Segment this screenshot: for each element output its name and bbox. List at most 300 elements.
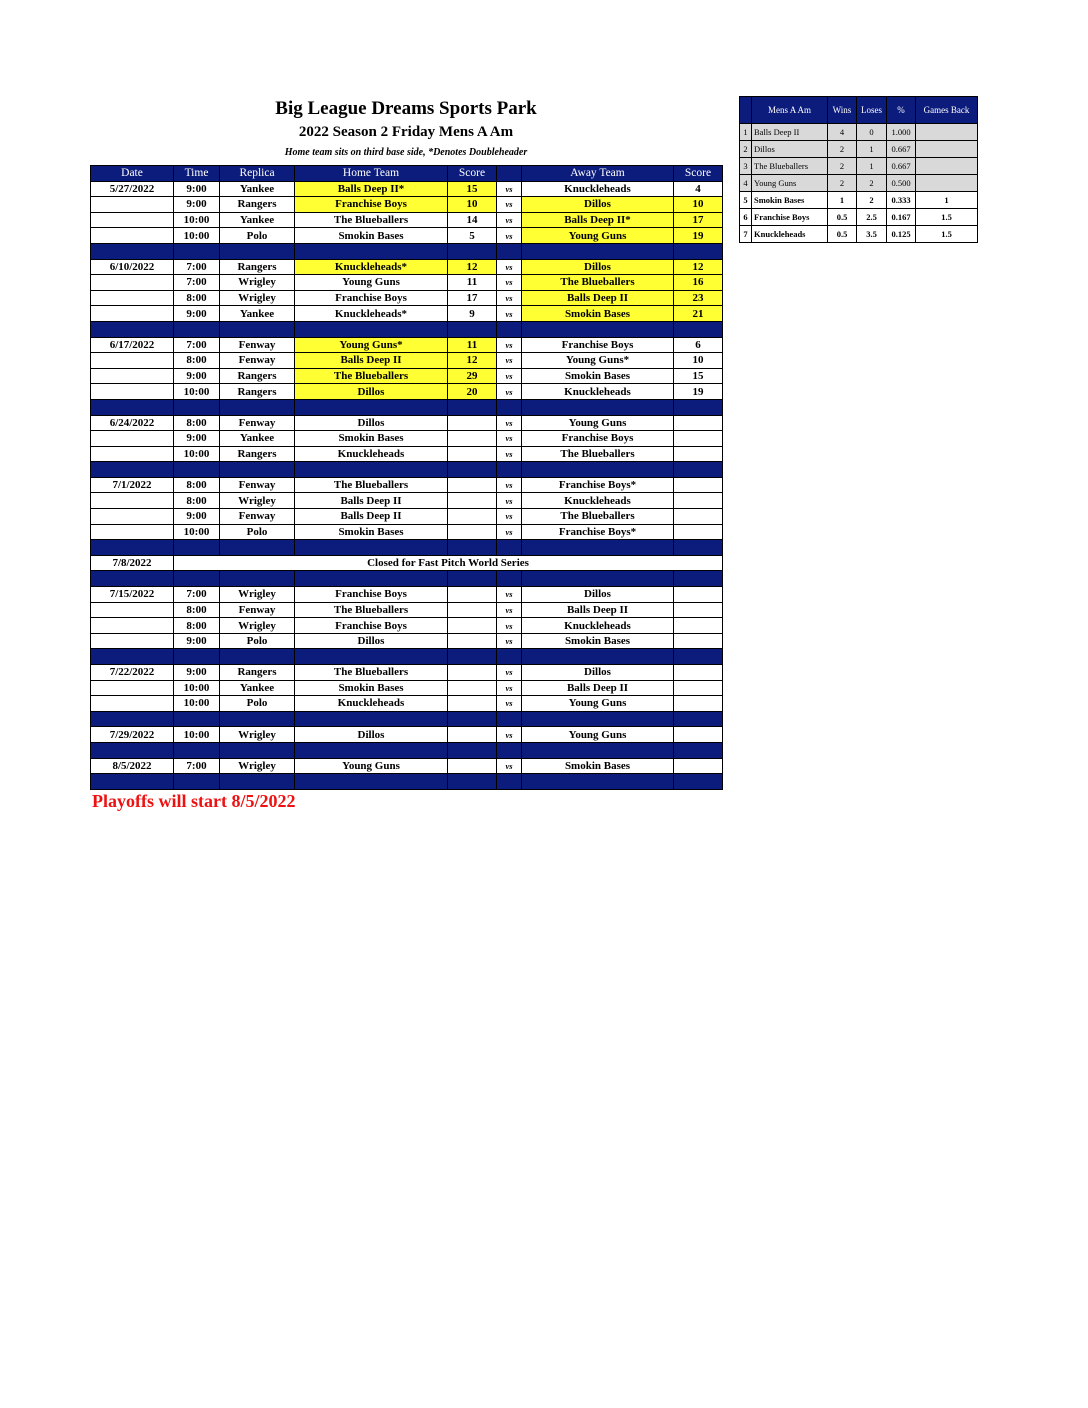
separator-row [91, 540, 723, 556]
separator-cell [174, 399, 220, 415]
vs-label: vs [497, 509, 522, 525]
away-team: Dillos [522, 587, 674, 603]
away-score [674, 446, 723, 462]
home-score [448, 618, 497, 634]
vs-label: vs [497, 290, 522, 306]
standings-pct: 1.000 [887, 124, 916, 141]
vs-label: vs [497, 524, 522, 540]
game-date [91, 446, 174, 462]
col-header-time: Time [174, 166, 220, 182]
col-header-date: Date [91, 166, 174, 182]
game-row [91, 680, 723, 696]
home-score: 11 [448, 337, 497, 353]
away-team: Franchise Boys* [522, 524, 674, 540]
separator-cell [174, 649, 220, 665]
home-score [448, 758, 497, 774]
away-team: Smokin Bases [522, 633, 674, 649]
game-time: 7:00 [174, 259, 220, 275]
standings-wins: 2 [828, 158, 857, 175]
separator-cell [91, 711, 174, 727]
home-score: 5 [448, 228, 497, 244]
standings-wins: 0.5 [828, 226, 857, 243]
separator-cell [674, 462, 723, 478]
game-row [91, 509, 723, 525]
away-team: Dillos [522, 665, 674, 681]
standings-team: The Blueballers [752, 158, 828, 175]
game-field: Wrigley [220, 587, 295, 603]
home-team: Knuckleheads* [295, 306, 448, 322]
home-team: Balls Deep II [295, 509, 448, 525]
standings-row [740, 124, 978, 141]
away-score [674, 727, 723, 743]
away-team: The Blueballers [522, 446, 674, 462]
home-score [448, 696, 497, 712]
game-time: 10:00 [174, 384, 220, 400]
standings-row [740, 175, 978, 192]
separator-cell [522, 649, 674, 665]
standings-loses: 2.5 [857, 209, 887, 226]
separator-cell [295, 540, 448, 556]
standings-loses: 2 [857, 175, 887, 192]
separator-cell [497, 321, 522, 337]
game-row [91, 212, 723, 228]
away-score: 19 [674, 228, 723, 244]
home-score: 11 [448, 275, 497, 291]
standings-games-back [916, 124, 978, 141]
game-date [91, 602, 174, 618]
home-score [448, 493, 497, 509]
standings-header-rank [740, 97, 752, 124]
separator-cell [448, 462, 497, 478]
game-time: 9:00 [174, 633, 220, 649]
vs-label: vs [497, 181, 522, 197]
game-field: Wrigley [220, 618, 295, 634]
game-date [91, 633, 174, 649]
away-score [674, 477, 723, 493]
standings-header-wins: Wins [828, 97, 857, 124]
game-time: 9:00 [174, 306, 220, 322]
game-field: Wrigley [220, 290, 295, 306]
game-date: 8/5/2022 [91, 758, 174, 774]
game-time: 8:00 [174, 477, 220, 493]
separator-cell [522, 399, 674, 415]
away-team: Young Guns* [522, 353, 674, 369]
game-date [91, 306, 174, 322]
game-date [91, 353, 174, 369]
separator-cell [91, 649, 174, 665]
game-row [91, 337, 723, 353]
game-field: Rangers [220, 197, 295, 213]
game-row [91, 633, 723, 649]
home-team: Young Guns [295, 275, 448, 291]
closed-notice: Closed for Fast Pitch World Series [174, 555, 723, 571]
away-team: Franchise Boys* [522, 477, 674, 493]
game-field: Rangers [220, 259, 295, 275]
game-field: Wrigley [220, 493, 295, 509]
game-field: Rangers [220, 368, 295, 384]
separator-row [91, 711, 723, 727]
away-score: 12 [674, 259, 723, 275]
game-time: 10:00 [174, 228, 220, 244]
game-time: 8:00 [174, 290, 220, 306]
vs-label: vs [497, 415, 522, 431]
separator-cell [174, 711, 220, 727]
vs-label: vs [497, 602, 522, 618]
game-field: Yankee [220, 212, 295, 228]
standings-games-back: 1 [916, 192, 978, 209]
home-team: Knuckleheads* [295, 259, 448, 275]
game-time: 9:00 [174, 181, 220, 197]
separator-cell [497, 742, 522, 758]
away-team: The Blueballers [522, 275, 674, 291]
game-date: 6/17/2022 [91, 337, 174, 353]
standings-rank: 6 [740, 209, 752, 226]
game-field: Rangers [220, 384, 295, 400]
home-team: Balls Deep II* [295, 181, 448, 197]
standings-wins: 4 [828, 124, 857, 141]
standings-team: Knuckleheads [752, 226, 828, 243]
game-row [91, 602, 723, 618]
separator-cell [220, 711, 295, 727]
separator-cell [174, 742, 220, 758]
standings-pct: 0.667 [887, 158, 916, 175]
separator-cell [497, 399, 522, 415]
vs-label: vs [497, 587, 522, 603]
game-row [91, 384, 723, 400]
away-score [674, 509, 723, 525]
schedule-table [90, 165, 723, 790]
standings-wins: 0.5 [828, 209, 857, 226]
home-score: 29 [448, 368, 497, 384]
separator-cell [674, 571, 723, 587]
game-field: Wrigley [220, 758, 295, 774]
game-date [91, 431, 174, 447]
separator-cell [220, 649, 295, 665]
game-date [91, 618, 174, 634]
home-team: Smokin Bases [295, 524, 448, 540]
game-date: 7/8/2022 [91, 555, 174, 571]
vs-label: vs [497, 197, 522, 213]
separator-cell [174, 774, 220, 790]
game-row [91, 197, 723, 213]
separator-cell [674, 649, 723, 665]
separator-cell [522, 321, 674, 337]
separator-cell [295, 462, 448, 478]
home-score [448, 602, 497, 618]
away-score [674, 415, 723, 431]
standings-pct: 0.167 [887, 209, 916, 226]
home-team: Smokin Bases [295, 228, 448, 244]
standings-header-loses: Loses [857, 97, 887, 124]
home-score: 14 [448, 212, 497, 228]
game-row [91, 477, 723, 493]
game-time: 9:00 [174, 665, 220, 681]
away-team: Dillos [522, 259, 674, 275]
standings-header-games-back: Games Back [916, 97, 978, 124]
separator-row [91, 571, 723, 587]
separator-cell [674, 711, 723, 727]
game-date [91, 197, 174, 213]
away-score [674, 665, 723, 681]
separator-cell [91, 774, 174, 790]
game-row [91, 758, 723, 774]
game-time: 8:00 [174, 415, 220, 431]
game-date: 7/22/2022 [91, 665, 174, 681]
home-team: Dillos [295, 384, 448, 400]
separator-cell [522, 774, 674, 790]
away-score [674, 493, 723, 509]
vs-label: vs [497, 212, 522, 228]
away-score [674, 680, 723, 696]
game-field: Yankee [220, 181, 295, 197]
standings-pct: 0.500 [887, 175, 916, 192]
game-time: 7:00 [174, 587, 220, 603]
standings-loses: 1 [857, 158, 887, 175]
home-team: The Blueballers [295, 602, 448, 618]
game-row [91, 493, 723, 509]
separator-cell [295, 774, 448, 790]
col-header-home-score: Score [448, 166, 497, 182]
game-time: 10:00 [174, 680, 220, 696]
separator-cell [174, 321, 220, 337]
home-team: Balls Deep II [295, 353, 448, 369]
standings-row [740, 209, 978, 226]
vs-label: vs [497, 384, 522, 400]
home-score: 15 [448, 181, 497, 197]
home-score: 9 [448, 306, 497, 322]
vs-label: vs [497, 306, 522, 322]
separator-cell [448, 742, 497, 758]
game-date: 5/27/2022 [91, 181, 174, 197]
game-row [91, 368, 723, 384]
page-title: Big League Dreams Sports Park [275, 98, 537, 119]
game-date [91, 368, 174, 384]
vs-label: vs [497, 665, 522, 681]
game-field: Yankee [220, 680, 295, 696]
separator-row [91, 649, 723, 665]
standings-loses: 2 [857, 192, 887, 209]
separator-cell [174, 571, 220, 587]
home-score [448, 431, 497, 447]
game-row [91, 524, 723, 540]
home-score [448, 680, 497, 696]
game-field: Polo [220, 633, 295, 649]
separator-cell [220, 774, 295, 790]
game-row [91, 727, 723, 743]
away-score: 16 [674, 275, 723, 291]
vs-label: vs [497, 228, 522, 244]
separator-cell [91, 742, 174, 758]
standings-team: Young Guns [752, 175, 828, 192]
game-field: Fenway [220, 509, 295, 525]
game-field: Wrigley [220, 727, 295, 743]
standings-row [740, 192, 978, 209]
away-team: Young Guns [522, 415, 674, 431]
game-date: 6/10/2022 [91, 259, 174, 275]
vs-label: vs [497, 758, 522, 774]
vs-label: vs [497, 446, 522, 462]
game-field: Polo [220, 228, 295, 244]
standings-games-back [916, 175, 978, 192]
closed-row [91, 555, 723, 571]
home-team: Young Guns* [295, 337, 448, 353]
game-row [91, 415, 723, 431]
separator-cell [674, 321, 723, 337]
col-header-replica: Replica [220, 166, 295, 182]
page-subtitle: 2022 Season 2 Friday Mens A Am [298, 124, 514, 140]
standings-games-back: 1.5 [916, 209, 978, 226]
game-time: 10:00 [174, 696, 220, 712]
separator-cell [497, 711, 522, 727]
home-team: Smokin Bases [295, 680, 448, 696]
separator-cell [220, 462, 295, 478]
separator-cell [522, 243, 674, 259]
vs-label: vs [497, 353, 522, 369]
away-score [674, 758, 723, 774]
game-row [91, 181, 723, 197]
home-score [448, 587, 497, 603]
game-field: Yankee [220, 306, 295, 322]
game-time: 7:00 [174, 337, 220, 353]
game-date [91, 493, 174, 509]
standings-row [740, 226, 978, 243]
standings-wins: 2 [828, 175, 857, 192]
standings-table [739, 96, 978, 243]
vs-label: vs [497, 680, 522, 696]
home-team: Knuckleheads [295, 446, 448, 462]
away-score [674, 602, 723, 618]
home-score [448, 446, 497, 462]
separator-cell [448, 399, 497, 415]
home-score [448, 727, 497, 743]
game-date [91, 384, 174, 400]
separator-cell [522, 540, 674, 556]
game-row [91, 665, 723, 681]
standings-loses: 3.5 [857, 226, 887, 243]
game-time: 7:00 [174, 758, 220, 774]
separator-cell [522, 571, 674, 587]
separator-cell [522, 462, 674, 478]
standings-team: Smokin Bases [752, 192, 828, 209]
away-score: 15 [674, 368, 723, 384]
away-score [674, 696, 723, 712]
game-time: 9:00 [174, 197, 220, 213]
home-score [448, 509, 497, 525]
standings-pct: 0.333 [887, 192, 916, 209]
standings-header-row [740, 97, 978, 124]
game-time: 8:00 [174, 618, 220, 634]
away-team: Balls Deep II [522, 290, 674, 306]
separator-cell [522, 742, 674, 758]
standings-loses: 1 [857, 141, 887, 158]
separator-cell [522, 711, 674, 727]
away-team: The Blueballers [522, 509, 674, 525]
col-header-away-team: Away Team [522, 166, 674, 182]
home-score [448, 524, 497, 540]
standings-rank: 1 [740, 124, 752, 141]
vs-label: vs [497, 477, 522, 493]
separator-cell [448, 321, 497, 337]
separator-row [91, 321, 723, 337]
game-date: 6/24/2022 [91, 415, 174, 431]
away-team: Knuckleheads [522, 181, 674, 197]
col-header-home-team: Home Team [295, 166, 448, 182]
game-row [91, 275, 723, 291]
away-score [674, 618, 723, 634]
home-team: Franchise Boys [295, 618, 448, 634]
standings-team: Balls Deep II [752, 124, 828, 141]
separator-cell [220, 540, 295, 556]
game-field: Wrigley [220, 275, 295, 291]
away-team: Young Guns [522, 228, 674, 244]
separator-cell [674, 243, 723, 259]
game-time: 10:00 [174, 524, 220, 540]
standings-games-back [916, 158, 978, 175]
home-team: Dillos [295, 727, 448, 743]
separator-cell [497, 649, 522, 665]
separator-cell [497, 774, 522, 790]
away-team: Balls Deep II [522, 680, 674, 696]
standings-rank: 5 [740, 192, 752, 209]
col-header-vs [497, 166, 522, 182]
vs-label: vs [497, 618, 522, 634]
standings-header-team: Mens A Am [752, 97, 828, 124]
game-row [91, 431, 723, 447]
away-score: 10 [674, 197, 723, 213]
game-date [91, 509, 174, 525]
standings-rank: 7 [740, 226, 752, 243]
home-score: 20 [448, 384, 497, 400]
game-row [91, 259, 723, 275]
separator-cell [91, 462, 174, 478]
vs-label: vs [497, 696, 522, 712]
away-team: Franchise Boys [522, 337, 674, 353]
home-score: 12 [448, 353, 497, 369]
standings-header-pct: % [887, 97, 916, 124]
game-row [91, 696, 723, 712]
separator-cell [91, 399, 174, 415]
game-field: Polo [220, 524, 295, 540]
home-team: Franchise Boys [295, 197, 448, 213]
home-score: 17 [448, 290, 497, 306]
away-team: Balls Deep II [522, 602, 674, 618]
away-team: Knuckleheads [522, 493, 674, 509]
game-field: Rangers [220, 665, 295, 681]
schedule-header-row [91, 166, 723, 182]
standings-rank: 2 [740, 141, 752, 158]
game-field: Fenway [220, 353, 295, 369]
game-time: 8:00 [174, 493, 220, 509]
game-time: 9:00 [174, 431, 220, 447]
away-score [674, 524, 723, 540]
home-team: The Blueballers [295, 212, 448, 228]
home-team: Knuckleheads [295, 696, 448, 712]
schedule-note: Home team sits on third base side, *Denotes Doubleheader [284, 147, 528, 158]
separator-cell [497, 540, 522, 556]
standings-rank: 4 [740, 175, 752, 192]
home-score [448, 477, 497, 493]
away-score [674, 633, 723, 649]
home-team: Balls Deep II [295, 493, 448, 509]
game-time: 8:00 [174, 353, 220, 369]
separator-cell [91, 571, 174, 587]
separator-cell [295, 711, 448, 727]
game-row [91, 228, 723, 244]
vs-label: vs [497, 493, 522, 509]
game-row [91, 290, 723, 306]
game-row [91, 353, 723, 369]
standings-loses: 0 [857, 124, 887, 141]
